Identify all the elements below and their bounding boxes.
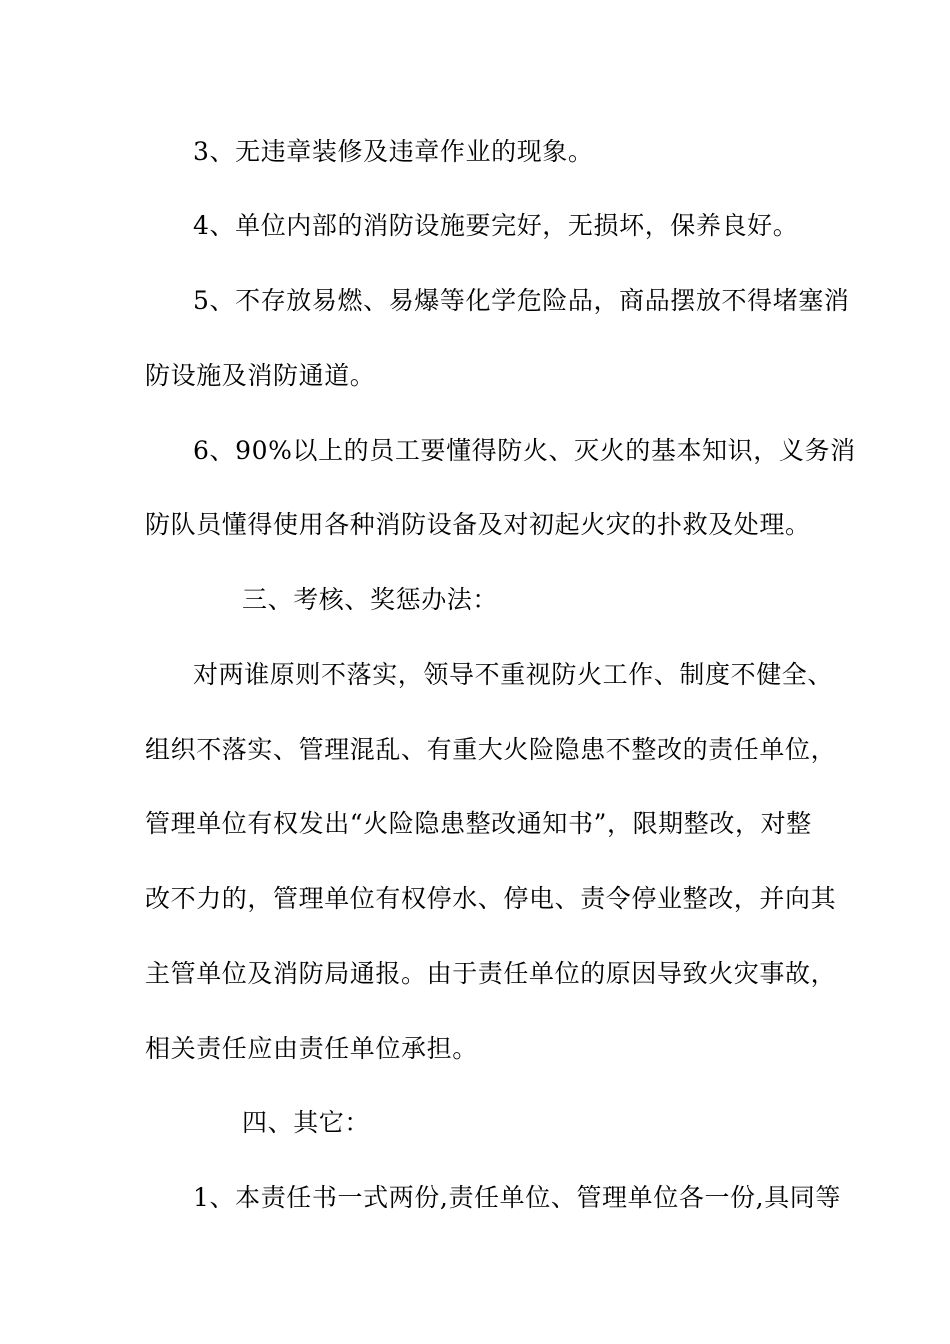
section-3-heading: 三、考核、奖惩办法：: [242, 585, 499, 614]
item-3: 3、无违章装修及违章作业的现象。: [193, 137, 594, 166]
item-6-line-2: 防队员懂得使用各种消防设备及对初起火灾的扑救及处理。: [145, 510, 811, 539]
item-5-line-2: 防设施及消防通道。: [145, 361, 376, 390]
item-6-line-1: 6、90%以上的员工要懂得防火、灭火的基本知识，义务消: [193, 436, 856, 465]
section-3-para-line-6: 相关责任应由责任单位承担。: [145, 1034, 478, 1063]
section-4-heading: 四、其它：: [242, 1108, 371, 1137]
section-3-para-line-3: 管理单位有权发出“火险隐患整改通知书”，限期整改，对整: [145, 809, 812, 838]
section-3-para-line-4: 改不力的，管理单位有权停水、停电、责令停业整改，并向其: [145, 884, 837, 913]
section-3-para-line-1: 对两谁原则不落实，领导不重视防火工作、制度不健全、: [193, 660, 834, 689]
item-5-line-1: 5、不存放易燃、易爆等化学危险品，商品摆放不得堵塞消: [193, 286, 850, 315]
item-4: 4、单位内部的消防设施要完好，无损坏，保养良好。: [193, 211, 799, 240]
section-4-item-1: 1、本责任书一式两份,责任单位、管理单位各一份,具同等: [193, 1183, 842, 1212]
section-3-para-line-5: 主管单位及消防局通报。由于责任单位的原因导致火灾事故，: [145, 959, 837, 988]
section-3-para-line-2: 组织不落实、管理混乱、有重大火险隐患不整改的责任单位，: [145, 735, 837, 764]
